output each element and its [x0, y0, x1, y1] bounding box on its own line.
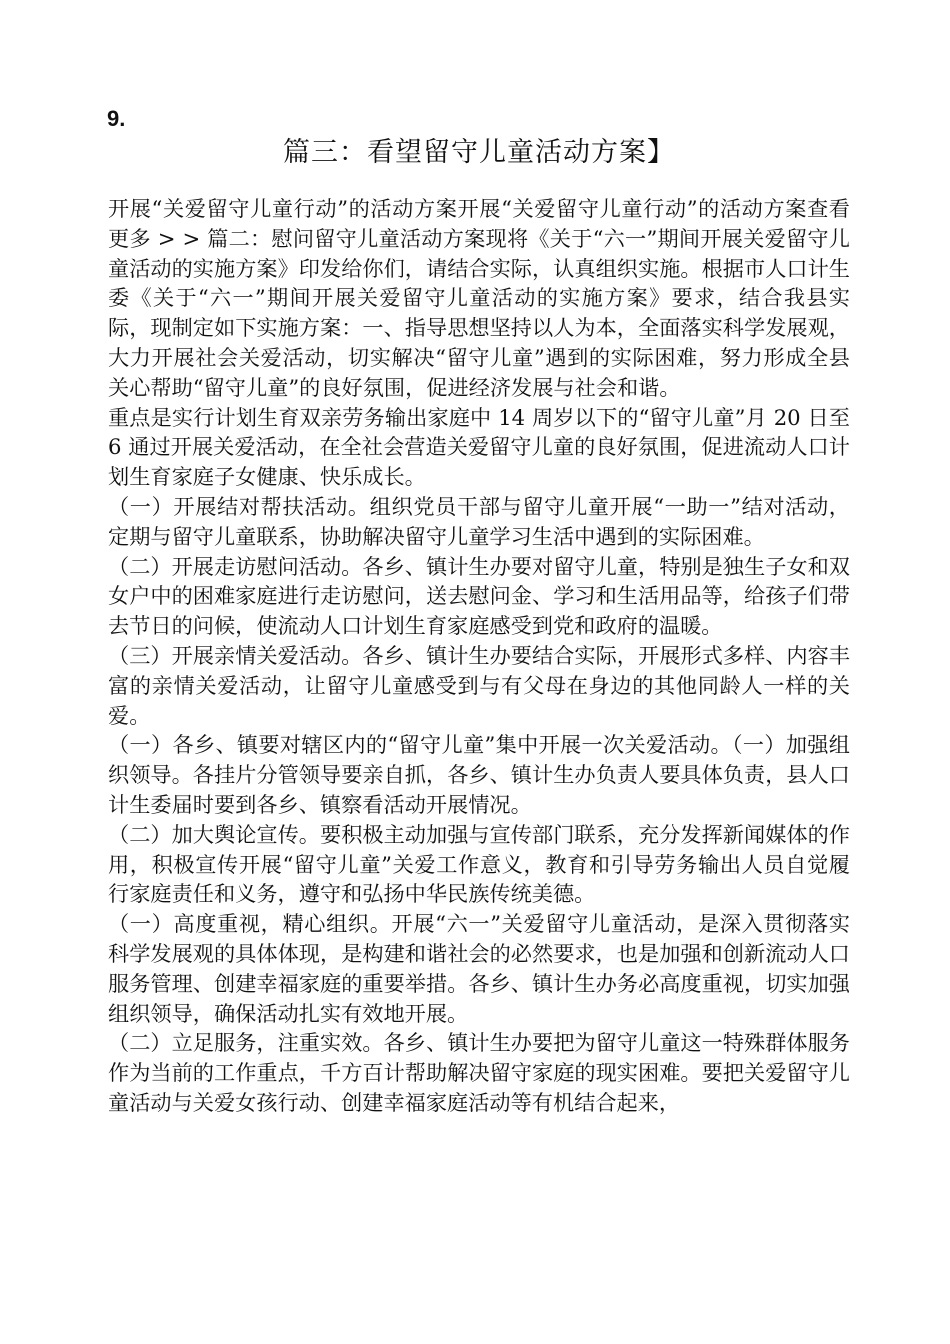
paragraph: （三）开展亲情关爱活动。各乡、镇计生办要结合实际，开展形式多样、内容丰富的亲情关爱活动，让留守儿童感受到与有父母在身边的其他同龄人一样的关爱。 — [108, 642, 850, 728]
paragraph: 重点是实行计划生育双亲劳务输出家庭中 14 周岁以下的“留守儿童”月 20 日至 6 通过开展关爱活动，在全社会营造关爱留守儿童的良好氛围，促进流动人口计划生育家庭子女健康、快乐成长。 — [108, 404, 850, 490]
paragraph: （一）开展结对帮扶活动。组织党员干部与留守儿童开展“一助一”结对活动，定期与留守儿童联系，协助解决留守儿童学习生活中遇到的实际困难。 — [108, 493, 850, 549]
document-title-text: 篇三：看望留守儿童活动方案】 — [283, 137, 675, 168]
document-body — [108, 194, 850, 1118]
paragraph: （一）各乡、镇要对辖区内的“留守儿童”集中开展一次关爱活动。（一）加强组织领导。各挂片分管领导要亲自抓，各乡、镇计生办负责人要具体负责，县人口计生委届时要到各乡、镇察看活动开展情况。 — [108, 732, 850, 817]
paragraph: （一）高度重视，精心组织。开展“六一”关爱留守儿童活动，是深入贯彻落实科学发展观的具体体现，是构建和谐社会的必然要求，也是加强和创新流动人口服务管理、创建幸福家庭的重要举措。各乡、镇计生办务必高度重视，切实加强组织领导，确保活动扎实有效地开展。 — [108, 911, 850, 1026]
page-number: 9. — [107, 106, 126, 131]
paragraph: （二）开展走访慰问活动。各乡、镇计生办要对留守儿童，特别是独生子女和双女户中的困难家庭进行走访慰问，送去慰问金、学习和生活用品等，给孩子们带去节日的问候，使流动人口计划生育家庭感受到党和政府的温暖。 — [108, 553, 850, 639]
document-title — [0, 134, 950, 172]
paragraph: 开展“关爱留守儿童行动”的活动方案开展“关爱留守儿童行动”的活动方案查看更多 > > 篇二：慰问留守儿童活动方案现将《关于“六一”期间开展关爱留守儿童活动的实施方案》印发给你们，请结合实际，认真组织实施。根据市人口计生委《关于“六一”期间开展关爱留守儿童活动的实施方案》要求，结合我县实际，现制定如下实施方案：一、指导思想坚持以人为本，全面落实科学发展观，大力开展社会关爱活动，切实解决“留守儿童”遇到的实际困难，努力形成全县关心帮助“留守儿童”的良好氛围，促进经济发展与社会和谐。 — [108, 196, 850, 400]
paragraph: （二）立足服务，注重实效。各乡、镇计生办要把为留守儿童这一特殊群体服务作为当前的工作重点，千方百计帮助解决留守家庭的现实困难。要把关爱留守儿童活动与关爱女孩行动、创建幸福家庭活动等有机结合起来， — [108, 1030, 850, 1115]
paragraph: （二）加大舆论宣传。要积极主动加强与宣传部门联系，充分发挥新闻媒体的作用，积极宣传开展“留守儿童”关爱工作意义，教育和引导劳务输出人员自觉履行家庭责任和义务，遵守和弘扬中华民族传统美德。 — [108, 821, 850, 907]
